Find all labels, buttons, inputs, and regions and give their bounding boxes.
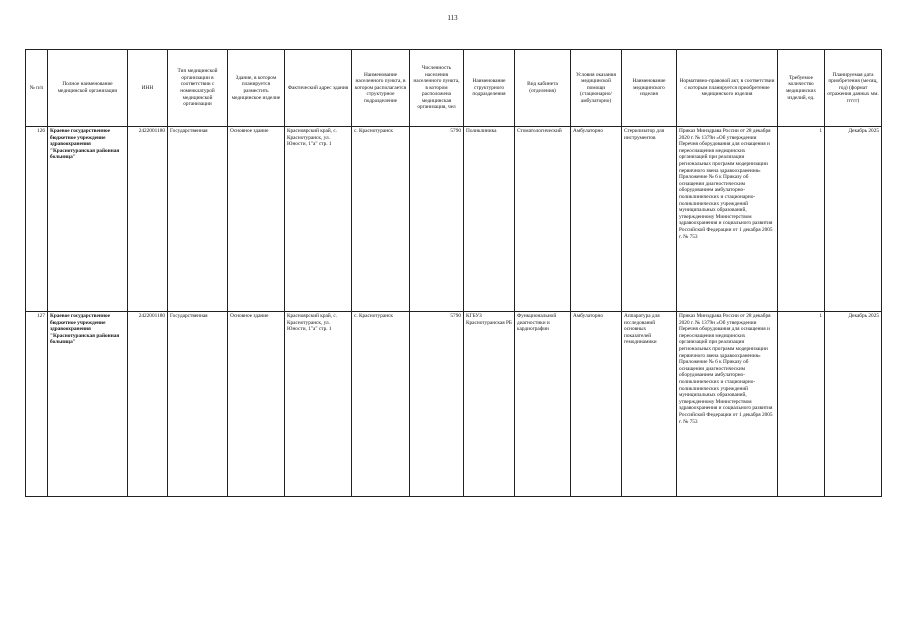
org-name: Краевое государственное бюджетное учреждение здравоохранения "Краснотуранская районная больница" (48, 127, 128, 312)
legal-act: Приказ Минздрава России от 28 декабря 2020 г. № 1379н «Об утверждении Перечня оборудования для оснащения и переоснащения медицинских организаций при реализации региональных программ модернизации первичного звена здравоохранения» Приложение № 6 к Приказу об оснащении диагностическим оборудованием амбулаторно-поликлинических и стационарно-поликлинических учреждений муниципальных образований, утвержденному Министерством здравоохранения и социального развития Российской Федерации от 1 декабря 2005 г. № 753 (677, 127, 778, 312)
header-cell: Фактический адрес здания (285, 50, 352, 127)
header-cell: № п/п (26, 50, 48, 127)
header-cell: Наименование населенного пункта, в котором располагается структурное подразделение (352, 50, 410, 127)
table-row (26, 312, 882, 497)
header-cell: Численность населения населенного пункта, в котором расположена медицинская организация, чел (410, 50, 464, 127)
header-cell: Требуемое количество медицинских изделий, ед. (778, 50, 825, 127)
header-cell: Наименование структурного подразделения (464, 50, 515, 127)
device: Стерилизатор для инструментов (622, 127, 677, 312)
table-row (26, 127, 882, 312)
org-name: Краевое государственное бюджетное учреждение здравоохранения "Краснотуранская районная больница" (48, 312, 128, 497)
equipment-table (25, 49, 882, 497)
header-cell: Наименование медицинского изделия (622, 50, 677, 127)
cabinet: Стоматологический (515, 127, 571, 312)
row-number: 127 (26, 312, 48, 497)
settlement: с. Краснотуранск (352, 312, 410, 497)
planned-date: Декабрь 2025 (825, 312, 882, 497)
building: Основное здание (228, 127, 285, 312)
org-type: Государственная (168, 127, 228, 312)
cabinet: Функциональной диагностики и кардиографии (515, 312, 571, 497)
conditions: Амбулаторно (571, 312, 622, 497)
device: Аппаратура для исследований основных показателей гемодинамики (622, 312, 677, 497)
population: 5790 (410, 312, 464, 497)
header-cell: Вид кабинета (отделения) (515, 50, 571, 127)
header-cell: Полное наименование медицинской организации (48, 50, 128, 127)
quantity: 1 (778, 127, 825, 312)
building: Основное здание (228, 312, 285, 497)
header-cell: ИНН (128, 50, 168, 127)
unit: Поликлиника (464, 127, 515, 312)
planned-date: Декабрь 2025 (825, 127, 882, 312)
conditions: Амбулаторно (571, 127, 622, 312)
inn: 2422001180 (128, 312, 168, 497)
settlement: с. Краснотуранск (352, 127, 410, 312)
header-row (26, 50, 882, 127)
org-type: Государственная (168, 312, 228, 497)
page-number: 113 (447, 14, 458, 22)
quantity: 1 (778, 312, 825, 497)
address: Красноярский край, с. Краснотуранск, ул. Юности, 1"а" стр. 1 (285, 127, 352, 312)
address: Красноярский край, с. Краснотуранск, ул. Юности, 1"а" стр. 1 (285, 312, 352, 497)
row-number: 126 (26, 127, 48, 312)
header-cell: Здание, в котором планируется разместить медицинское изделие (228, 50, 285, 127)
inn: 2422001180 (128, 127, 168, 312)
header-cell: Планируемая дата приобретения (месяц, год) (формат отражения данных мм. ггггг) (825, 50, 882, 127)
legal-act: Приказ Минздрава России от 28 декабря 2020 г. № 1379н «Об утверждении Перечня оборудования для оснащения и переоснащения медицинских организаций при реализации региональных программ модернизации первичного звена здравоохранения» Приложение № 6 к Приказу об оснащении диагностическим оборудованием амбулаторно-поликлинических и стационарно-поликлинических учреждений муниципальных образований, утвержденному Министерством здравоохранения и социального развития Российской Федерации от 1 декабря 2005 г. № 753 (677, 312, 778, 497)
header-cell: Тип медицинской организации в соответствии с номенклатурой медицинской организации (168, 50, 228, 127)
header-cell: Условия оказания медицинской помощи (стационарно/амбулаторно) (571, 50, 622, 127)
header-cell: Нормативно-правовой акт, в соответствии с которым планируется приобретение медицинского изделия (677, 50, 778, 127)
unit: КГБУЗ Краснотуранская РБ (464, 312, 515, 497)
population: 5790 (410, 127, 464, 312)
